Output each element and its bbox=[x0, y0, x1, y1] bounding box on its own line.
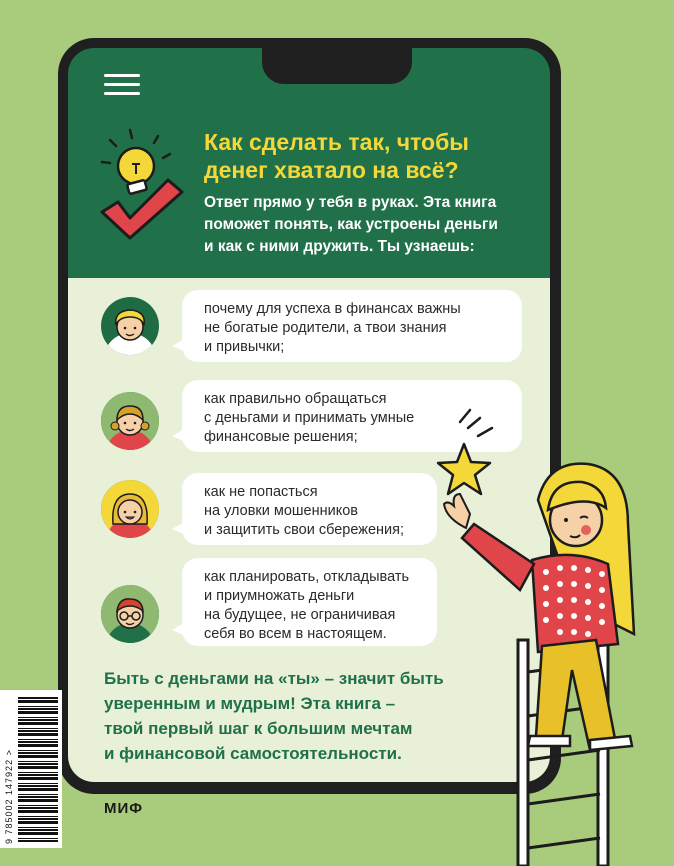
lightbulb-check-icon bbox=[96, 126, 188, 246]
intro-text: Ответ прямо у тебя в руках. Эта книга поможет понять, как устроены деньги и как с ними дружить. Ты узнаешь: bbox=[204, 194, 498, 255]
list-item: как правильно обращаться с деньгами и принимать умные финансовые решения; bbox=[182, 380, 522, 452]
avatar-boy-glasses bbox=[101, 585, 159, 643]
list-item: почему для успеха в финансах важны не богатые родители, а твои знания и привычки; bbox=[182, 290, 522, 362]
avatar-girl-blonde bbox=[101, 480, 159, 538]
isbn-number: 9 785002 147922 > bbox=[4, 749, 14, 844]
avatar-boy-curly bbox=[101, 297, 159, 355]
barcode-bars bbox=[18, 696, 58, 842]
main-heading: Как сделать так, чтобы денег хватало на всё? bbox=[204, 129, 469, 183]
phone-notch bbox=[262, 38, 412, 84]
publisher-logo: МИФ bbox=[104, 800, 144, 817]
avatar-girl-braids bbox=[101, 392, 159, 450]
girl-on-ladder-illustration bbox=[420, 400, 674, 866]
list-item: как не попасться на уловки мошенников и защитить свои сбережения; bbox=[182, 473, 437, 545]
closing-text: Быть с деньгами на «ты» – значит быть уверенным и мудрым! Эта книга – твой первый шаг к большим мечтам и финансовой самостоятельности. bbox=[104, 669, 444, 763]
list-item: как планировать, откладывать и приумножать деньги на будущее, не ограничивая себя во всем в настоящем. bbox=[182, 558, 437, 646]
menu-icon[interactable] bbox=[104, 74, 140, 101]
